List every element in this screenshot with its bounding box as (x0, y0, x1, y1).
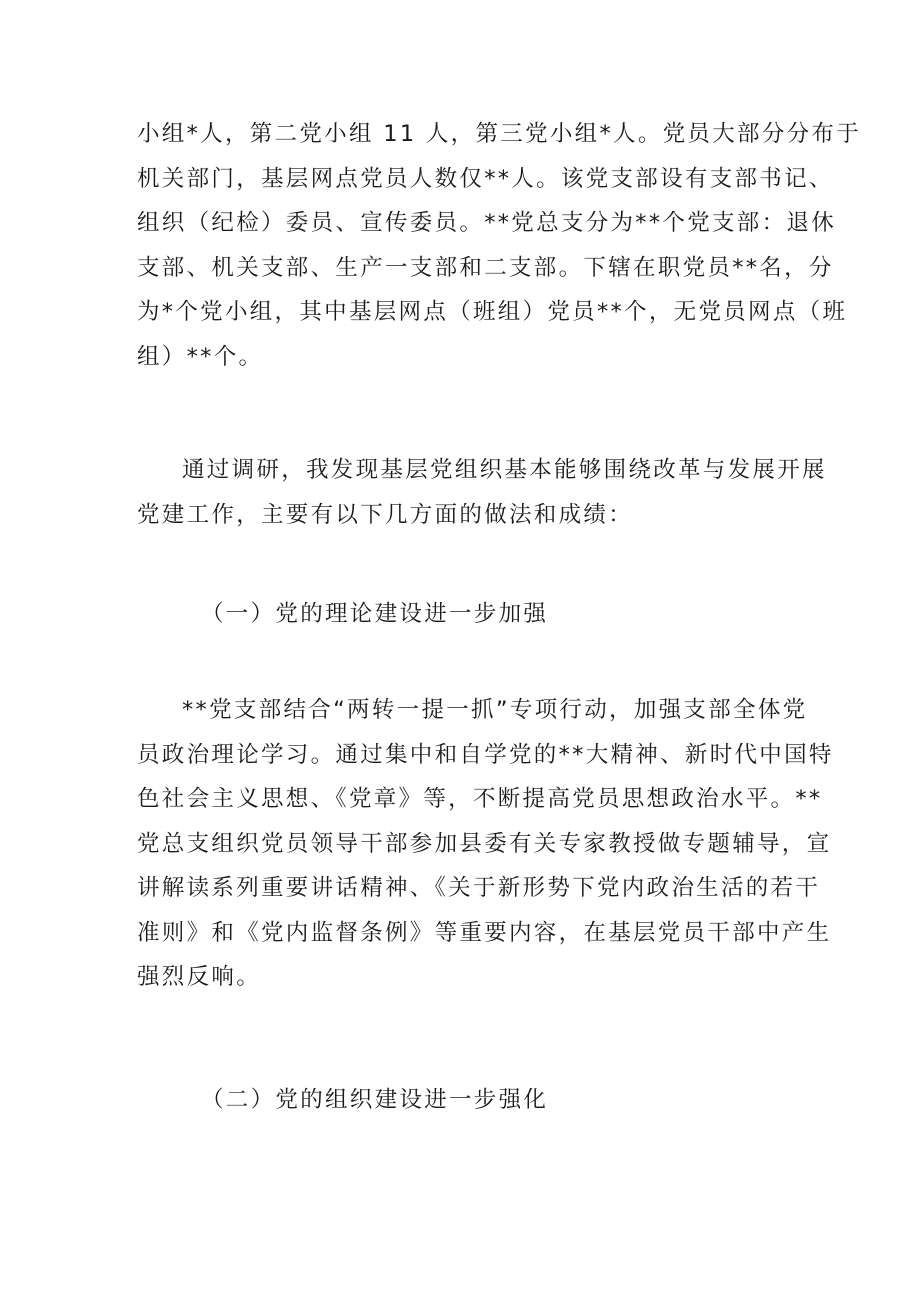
paragraph-line: 讲解读系列重要讲话精神、《关于新形势下党内政治生活的若干 (137, 875, 821, 901)
paragraph-line: 组织（纪检）委员、宣传委员。**党总支分为**个党支部：退休 (137, 210, 837, 236)
paragraph-line: 准则》和《党内监督条例》等重要内容，在基层党员干部中产生 (137, 919, 832, 946)
paragraph-theory-study (137, 688, 834, 1000)
paragraph-research-findings (137, 448, 827, 537)
paragraph-line: 为*个党小组，其中基层网点（班组）党员**个，无党员网点（班 (137, 299, 848, 325)
paragraph-line: 色社会主义思想、《党章》等，不断提高党员思想政治水平。** (137, 786, 823, 812)
paragraph-line: 员政治理论学习。通过集中和自学党的**大精神、新时代中国特 (137, 741, 834, 768)
paragraph-line: 党总支组织党员领导干部参加县委有关专家教授做专题辅导，宣 (137, 830, 832, 857)
section-heading-theory: （一）党的理论建设进一步加强 (201, 601, 549, 627)
paragraph-party-groups (137, 112, 862, 379)
paragraph-line: 强烈反响。 (137, 964, 262, 990)
paragraph-line: 组）**个。 (137, 343, 264, 370)
paragraph-line: 机关部门，基层网点党员人数仅**人。该党支部设有支部书记、 (137, 165, 834, 192)
paragraph-line: 小组*人，第二党小组 11 人，第三党小组*人。党员大部分分布于 (137, 121, 862, 147)
paragraph-line: 支部、机关支部、生产一支部和二支部。下辖在职党员**名，分 (137, 254, 834, 281)
paragraph-line: **党支部结合“两转一提一抓”专项行动，加强支部全体党 (182, 697, 808, 723)
section-heading-organization: （二）党的组织建设进一步强化 (201, 1087, 549, 1113)
paragraph-line: 通过调研，我发现基层党组织基本能够围绕改革与发展开展 (182, 457, 827, 483)
paragraph-line: 党建工作，主要有以下几方面的做法和成绩： (137, 501, 634, 528)
